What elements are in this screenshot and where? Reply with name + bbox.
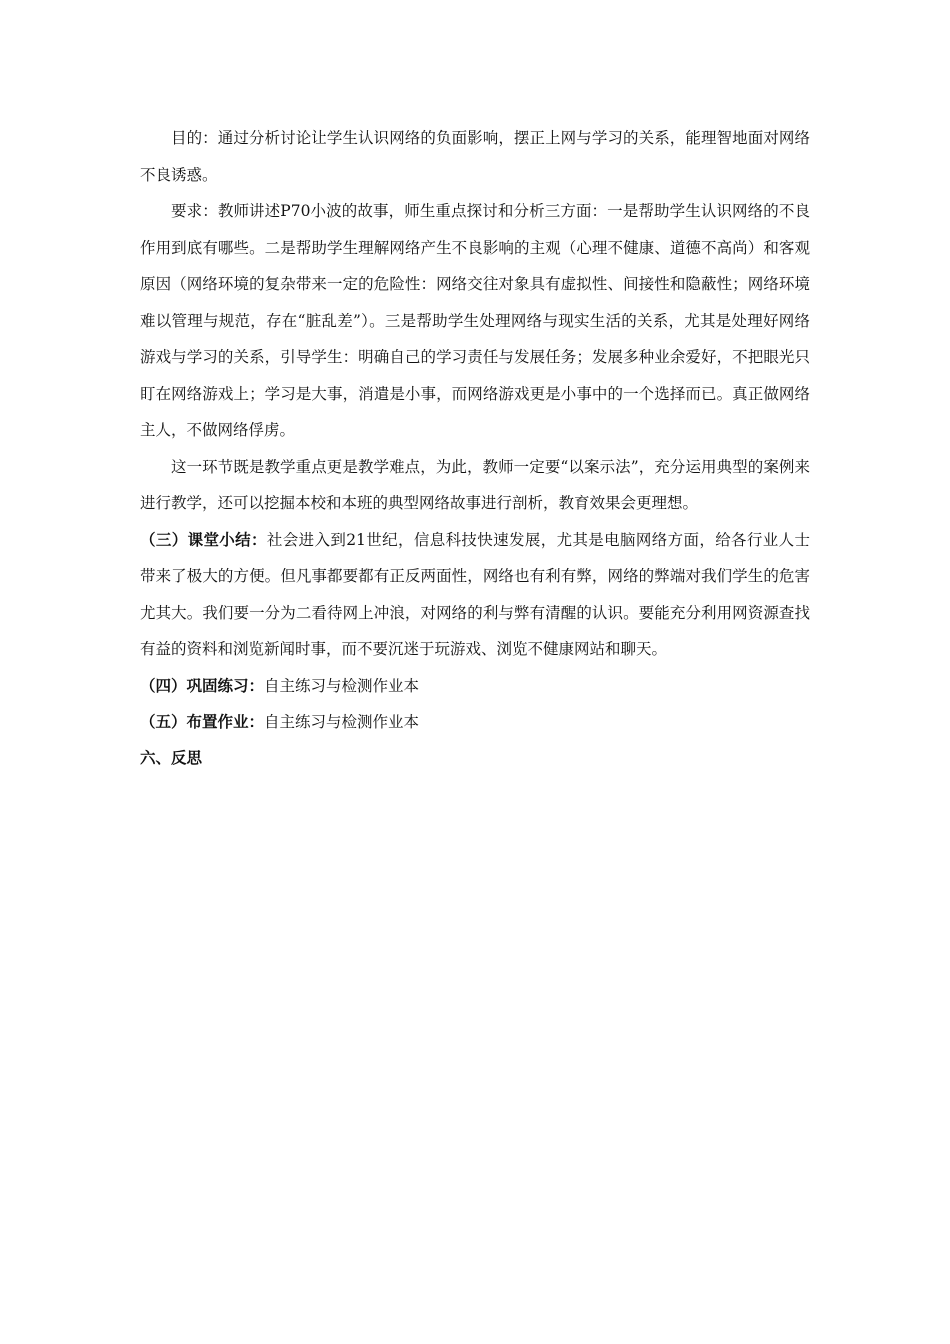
summary-body: 社会进入到21世纪，信息科技快速发展，尤其是电脑网络方面，给各行业人士带来了极大的方便。但凡事都要都有正反两面性，网络也有利有弊，网络的弊端对我们学生的危害尤其大。我们要一分为二看待网上冲浪，对网络的利与弊有清醒的认识。要能充分利用网资源查找有益的资料和浏览新闻时事，而不要沉迷于玩游戏、浏览不健康网站和聊天。 — [140, 530, 810, 658]
key-point-paragraph: 这一环节既是教学重点更是教学难点，为此，教师一定要“以案示法”，充分运用典型的案例来进行教学，还可以挖掘本校和本班的典型网络故事进行剖析，教育效果会更理想。 — [140, 457, 810, 512]
practice-body: 自主练习与检测作业本 — [264, 676, 420, 695]
reflection-heading: 六、反思 — [140, 747, 203, 767]
summary-heading: （三）课堂小结： — [140, 529, 267, 549]
homework-section — [140, 704, 810, 740]
requirement-paragraph: 要求：教师讲述P70小波的故事，师生重点探讨和分析三方面：一是帮助学生认识网络的不良作用到底有哪些。二是帮助学生理解网络产生不良影响的主观（心理不健康、道德不高尚）和客观原因（网络环境的复杂带来一定的危险性：网络交往对象具有虚拟性、间接性和隐蔽性；网络环境难以管理与规范，存在“脏乱差”）。三是帮助学生处理网络与现实生活的关系，尤其是处理好网络游戏与学习的关系，引导学生：明确自己的学习责任与发展任务；发展多种业余爱好，不把眼光只盯在网络游戏上；学习是大事，消遣是小事，而网络游戏更是小事中的一个选择而已。真正做网络主人，不做网络俘虏。 — [140, 202, 810, 439]
homework-body: 自主练习与检测作业本 — [264, 712, 420, 731]
practice-heading: （四）巩固练习： — [140, 675, 265, 695]
purpose-paragraph: 目的：通过分析讨论让学生认识网络的负面影响，摆正上网与学习的关系，能理智地面对网络不良诱惑。 — [140, 129, 810, 184]
practice-section — [140, 668, 810, 704]
document-page — [140, 120, 810, 776]
summary-section — [140, 522, 810, 668]
homework-heading: （五）布置作业： — [140, 711, 265, 731]
